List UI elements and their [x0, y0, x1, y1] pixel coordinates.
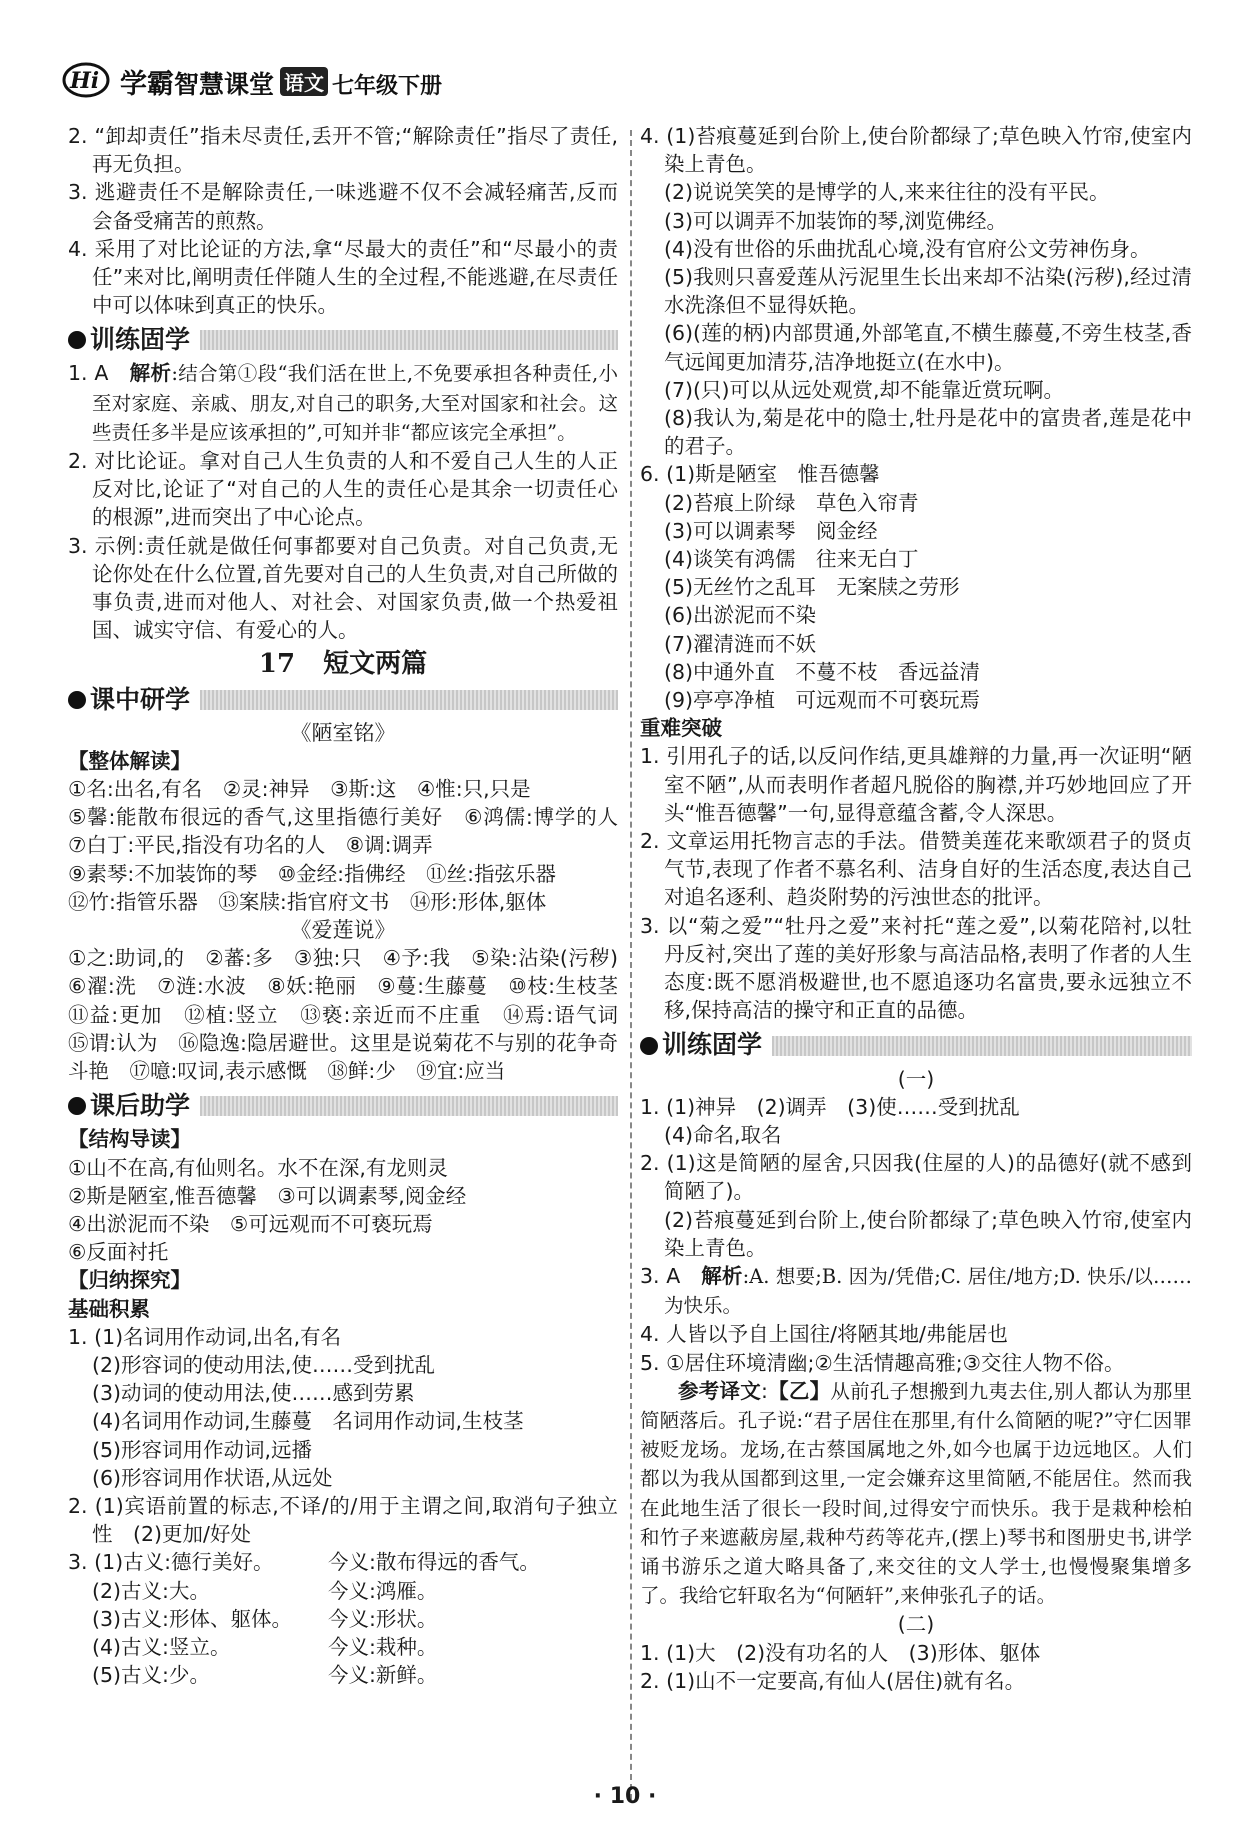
text-title: 《陋室铭》	[290, 720, 396, 745]
part-label: (二)	[897, 1612, 935, 1637]
answer-item: 4. 人皆以予自上国往/将陋其地/弗能居也	[640, 1322, 1008, 1347]
answer-subitem: (4)名词用作动词,生藤蔓 名词用作动词,生枝茎	[92, 1409, 524, 1434]
gloss-line: ⑨素琴:不加装饰的琴 ⑩金经:指佛经 ⑪丝:指弦乐器	[68, 861, 556, 886]
answer-item: 2. “卸却责任”指未尽责任,丢开不管;“解除责任”指尽了责任,再无负担。	[68, 124, 618, 177]
bullet-icon	[68, 331, 86, 349]
svg-text:Hi: Hi	[70, 68, 100, 94]
answer-subitem: (7)(只)可以从远处观赏,却不能靠近赏玩啊。	[664, 377, 1065, 402]
answer-subitem: (5)无丝竹之乱耳 无案牍之劳形	[664, 575, 960, 600]
right-column	[640, 122, 1192, 1695]
gloss-block: ①之:助词,的 ②蕃:多 ③独:只 ④予:我 ⑤染:沾染(污秽) ⑥濯:洗 ⑦涟:水波 ⑧妖:艳丽 ⑨蔓:生藤蔓 ⑩枝:生枝茎 ⑪益:更加 ⑫植:竖立 ⑬亵:亲近而不庄重 ⑭焉:语气词 ⑮谓:认为 ⑯隐逸:隐居避世。这里是说菊花不与别的花争奇斗艳 ⑰噫:叹词,表示感慨 ⑱鲜:少 ⑲宜:应当	[68, 946, 639, 1084]
answer-item: 2. (1)宾语前置的标志,不译/的/用于主谓之间,取消句子独立性 (2)更加/好处	[68, 1493, 618, 1547]
page-header	[62, 58, 482, 108]
answer-subitem: (7)濯清涟而不妖	[664, 631, 817, 656]
answer-subitem: (2)形容词的使动用法,使……受到扰乱	[92, 1352, 436, 1377]
answer-subitem: (6)出淤泥而不染	[664, 603, 817, 628]
structure-line: ⑥反面衬托	[68, 1240, 169, 1265]
reference-translation: 参考译文:【乙】从前孔子想搬到九夷去住,别人都认为那里简陋落后。孔子说:“君子居住在那里,有什么简陋的呢?”守仁因罪被贬龙场。龙场,在古蔡国属地之外,如今也属于边远地区。人们都以为我从国都到这里,一定会嫌弃这里简陋,不能居住。然而我在此地生活了很长一段时间,过得安宁而快乐。我于是栽种桧柏和竹子来遮蔽房屋,栽种芍药等花卉,(摆上)琴书和图册史书,讲学诵书游乐之道大略具备了,来交往的文人学士,也慢慢聚集增多了。我给它轩取名为“何陋轩”,来伸张孔子的话。	[640, 1378, 1193, 1608]
subheading: 【结构导读】	[68, 1127, 191, 1152]
left-column	[68, 122, 639, 1689]
section-bar	[200, 330, 618, 350]
answer-item: 4. (1)苔痕蔓延到台阶上,使台阶都绿了;草色映入竹帘,使室内染上青色。	[640, 124, 1192, 177]
answer-subitem: (6)(莲的柄)内部贯通,外部笔直,不横生藤蔓,不旁生枝茎,香气远闻更加清芬,洁净地挺立(在水中)。	[664, 321, 1192, 374]
gloss-line: ⑫竹:指管乐器 ⑬案牍:指官府文书 ⑭形:形体,躯体	[68, 889, 547, 914]
compare-row: (2)古义:大。 今义:鸿雁。	[92, 1578, 438, 1603]
compare-row: (4)古义:竖立。 今义:栽种。	[92, 1634, 438, 1659]
answer-item: 3. 以“菊之爱”“牡丹之爱”来衬托“莲之爱”,以菊花陪衬,以牡丹反衬,突出了莲的美好形象与高洁品格,表明了作者的人生态度:既不愿消极避世,也不愿追逐功名富贵,要永远独立不移,保持高洁的操守和正直的品德。	[640, 913, 1192, 1023]
subheading: 【归纳探究】	[68, 1268, 191, 1293]
bullet-icon	[640, 1037, 658, 1055]
answer-subitem: (4)没有世俗的乐曲扰乱心境,没有官府公文劳神伤身。	[664, 236, 1151, 261]
answer-subitem: (2)苔痕上阶绿 草色入帘青	[664, 490, 919, 515]
answer-item: 2. 文章运用托物言志的手法。借赞美莲花来歌颂君子的贤贞气节,表现了作者不慕名利、洁身自好的生活态度,表达自己对追名逐利、趋炎附势的污浊世态的批评。	[640, 829, 1192, 910]
answer-subitem: (3)可以调素琴 阅金经	[664, 518, 878, 543]
text-title: 《爱莲说》	[290, 918, 396, 943]
subheading: 重难突破	[640, 716, 722, 741]
answer-item: 2. 对比论证。拿对自己人生负责的人和不爱自己人生的人正反对比,论证了“对自己的人生的责任心是其余一切责任心的根源”,进而突出了中心论点。	[68, 449, 618, 530]
answer-subitem: (2)苔痕蔓延到台阶上,使台阶都绿了;草色映入竹帘,使室内染上青色。	[664, 1207, 1192, 1260]
gloss-line: ①名:出名,有名 ②灵:神异 ③斯:这 ④惟:只,只是	[68, 777, 531, 802]
part-label: (一)	[897, 1066, 935, 1091]
answer-item: 2. (1)这是简陋的屋舍,只因我(住屋的人)的品德好(就不感到简陋了)。	[640, 1151, 1192, 1204]
answer-item: 1. (1)名词用作动词,出名,有名	[68, 1324, 342, 1349]
structure-line: ①山不在高,有仙则名。水不在深,有龙则灵	[68, 1155, 448, 1180]
answer-subitem: (5)我则只喜爱莲从污泥里生长出来却不沾染(污秽),经过清水洗涤但不显得妖艳。	[664, 265, 1192, 318]
section-header-class-study: 课中研学	[68, 683, 618, 717]
answer-subitem: (3)可以调弄不加装饰的琴,浏览佛经。	[664, 208, 1008, 233]
brand-logo-icon	[62, 58, 114, 100]
answer-subitem: (4)命名,取名	[664, 1122, 782, 1147]
answer-item: 1. A 解析:结合第①段“我们活在世上,不免要承担各种责任,小至对家庭、亲戚、朋友,对自己的职务,大至对国家和社会。这些责任多半是应该承担的”,可知并非“都应该完全承担”。	[68, 361, 619, 444]
brand-title	[120, 62, 442, 101]
answer-subitem: (4)谈笑有鸿儒 往来无白丁	[664, 547, 919, 572]
answer-item: 4. 采用了对比论证的方法,拿“尽最大的责任”和“尽最小的责任”来对比,阐明责任伴随人生的全过程,不能逃避,在尽责任中可以体味到真正的快乐。	[68, 236, 618, 318]
structure-line: ②斯是陋室,惟吾德馨 ③可以调素琴,阅金经	[68, 1183, 467, 1208]
compare-row: (3)古义:形体、躯体。 今义:形状。	[92, 1606, 438, 1631]
section-bar	[200, 690, 618, 710]
compare-row: (5)古义:少。 今义:新鲜。	[92, 1663, 438, 1688]
answer-subitem: (2)说说笑笑的是博学的人,来来往往的没有平民。	[664, 180, 1110, 205]
section-header-training: 训练固学	[640, 1029, 1192, 1063]
answer-item: 3. 示例:责任就是做任何事都要对自己负责。对自己负责,无论你处在什么位置,首先要对自己的人生负责,对自己所做的事负责,进而对他人、对社会、对国家负责,做一个热爱祖国、诚实守信、有爱心的人。	[68, 533, 618, 643]
answer-item: 1. (1)大 (2)没有功名的人 (3)形体、躯体	[640, 1640, 1041, 1665]
answer-item: 2. (1)山不一定要高,有仙人(居住)就有名。	[640, 1668, 1026, 1693]
section-bar	[200, 1096, 618, 1116]
lesson-title: 17 短文两篇	[258, 649, 428, 680]
structure-line: ④出淤泥而不染 ⑤可远观而不可亵玩焉	[68, 1211, 433, 1236]
bullet-icon	[68, 691, 86, 709]
section-bar	[772, 1036, 1192, 1056]
answer-subitem: (8)我认为,菊是花中的隐士,牡丹是花中的富贵者,莲是花中的君子。	[664, 406, 1192, 459]
answer-subitem: (3)动词的使动用法,使……感到劳累	[92, 1381, 415, 1406]
subject-badge: 语文	[280, 67, 328, 96]
compare-row: 3. (1)古义:德行美好。 今义:散布得远的香气。	[68, 1550, 540, 1575]
answer-subitem: (9)亭亭净植 可远观而不可亵玩焉	[664, 688, 981, 713]
section-header-after-class: 课后助学	[68, 1089, 618, 1123]
answer-item: 3. 逃避责任不是解除责任,一味逃避不仅不会减轻痛苦,反而会备受痛苦的煎熬。	[68, 180, 618, 233]
answer-subitem: (5)形容词用作动词,远播	[92, 1437, 313, 1462]
gloss-line: ⑤馨:能散布很远的香气,这里指德行美好 ⑥鸿儒:博学的人 ⑦白丁:平民,指没有功名的人 ⑧调:调弄	[68, 805, 639, 858]
grade-label: 七年级下册	[332, 74, 443, 99]
page-number: · 10 ·	[593, 1784, 657, 1809]
answer-item: 3. A 解析:A. 想要;B. 因为/凭借;C. 居住/地方;D. 快乐/以……为快乐。	[640, 1263, 1193, 1318]
answer-item: 1. (1)神异 (2)调弄 (3)使……受到扰乱	[640, 1094, 1020, 1119]
section-header-training: 训练固学	[68, 323, 618, 357]
brand-name: 学霸	[120, 69, 174, 100]
answer-item: 1. 引用孔子的话,以反问作结,更具雄辩的力量,再一次证明“陋室不陋”,从而表明作者超凡脱俗的胸襟,并巧妙地回应了开头“惟吾德馨”一句,显得意蕴含蓄,令人深思。	[640, 744, 1192, 825]
bullet-icon	[68, 1097, 86, 1115]
answer-item: 5. ①居住环境清幽;②生活情趣高雅;③交往人物不俗。	[640, 1350, 1125, 1375]
answer-subitem: (8)中通外直 不蔓不枝 香远益清	[664, 659, 981, 684]
subheading: 【整体解读】	[68, 748, 191, 773]
subheading: 基础积累	[68, 1296, 150, 1321]
answer-subitem: (6)形容词用作状语,从远处	[92, 1465, 333, 1490]
answer-item: 6. (1)斯是陋室 惟吾德馨	[640, 462, 880, 487]
brand-subtitle: 智慧课堂	[174, 70, 275, 99]
